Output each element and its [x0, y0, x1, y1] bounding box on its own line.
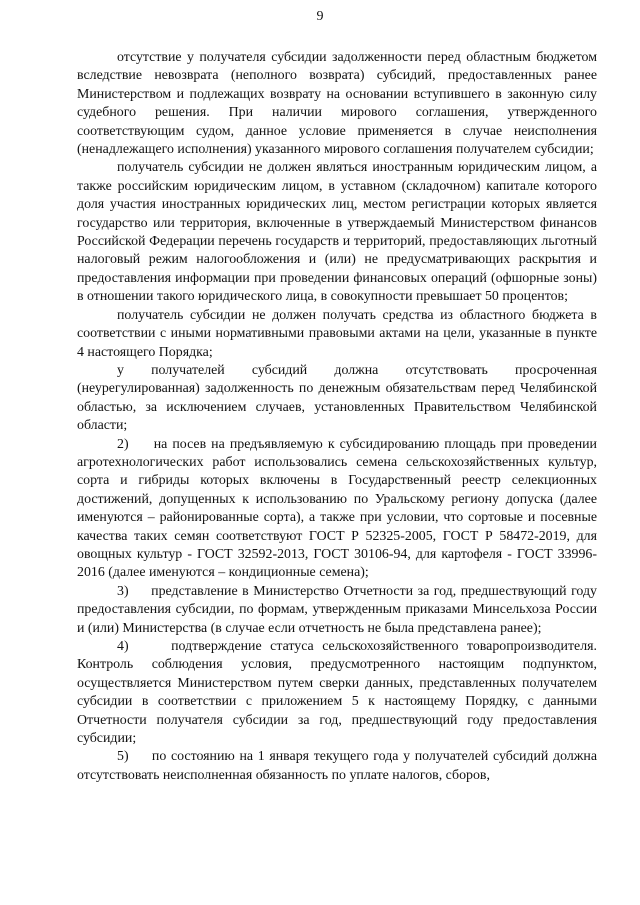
paragraph: 5) по состоянию на 1 января текущего года у получателей субсидий должна отсутствовать неисполненная обязанность по уплате налогов, сборов, — [77, 749, 597, 783]
paragraph: 2) на посев на предъявляемую к субсидированию площадь при проведении агротехнологических работ использовались семена сельскохозяйственных культур, сорта и гибриды которых включены в Государственный реестр селекционных достижений, допущенных к использованию по Уральскому региону допуска (далее именуются – районированные сорта), а также при условии, что сортовые и посевные качества таких семян соответствуют ГОСТ Р 52325-2005, ГОСТ Р 58472-2019, для овощных культур - ГОСТ 32592-2013, ГОСТ 30106-94, для картофеля - ГОСТ 33996-2016 (далее именуются – кондиционные семена); — [77, 436, 597, 581]
paragraph: 3) представление в Министерство Отчетности за год, предшествующий году предоставления субсидии, по формам, утвержденным приказами Минсельхоза России и (или) Министерства (в случае если отчетность не была представлена ранее); — [77, 583, 597, 636]
paragraph: отсутствие у получателя субсидии задолженности перед областным бюджетом вследствие невозврата (неполного возврата) субсидий, предоставленных ранее Министерством и подлежащих возврату на основании вступившего в законную силу судебного решения. При наличии мирового соглашения, утвержденного соответствующим судом, данное условие применяется в случае неисполнения (ненадлежащего исполнения) указанного мирового соглашения получателем субсидии; — [77, 50, 597, 158]
paragraph: получатель субсидии не должен являться иностранным юридическим лицом, а также российским юридическим лицом, в уставном (складочном) капитале которого доля участия иностранных юридических лиц, местом регистрации которых является государство или территория, включенные в утверждаемый Министерством финансов Российской Федерации перечень государств и территорий, предоставляющих льготный налоговый режим налогообложения и (или) не предусматривающих раскрытия и предоставления информации при проведении финансовых операций (офшорные зоны) в отношении такого юридического лица, в совокупности превышает 50 процентов; — [77, 160, 597, 305]
page-number: 9 — [316, 9, 324, 24]
paragraph: у получателей субсидий должна отсутствовать просроченная (неурегулированная) задолженность по денежным обязательствам перед Челябинской областью, за исключением случаев, установленных Правительством Челябинской области; — [77, 362, 597, 434]
paragraph: получатель субсидии не должен получать средства из областного бюджета в соответствии с иными нормативными правовыми актами на цели, указанные в пункте 4 настоящего Порядка; — [77, 307, 597, 360]
document-body — [77, 49, 597, 785]
paragraph: 4) подтверждение статуса сельскохозяйственного товаропроизводителя. Контроль соблюдения условия, предусмотренного настоящим подпунктом, осуществляется Министерством путем сверки данных, представленных получателем субсидии в соответствии с приложением 5 к настоящему Порядку, с данными Отчетности получателя субсидии за год, предшествующий году предоставления субсидии; — [77, 639, 597, 747]
